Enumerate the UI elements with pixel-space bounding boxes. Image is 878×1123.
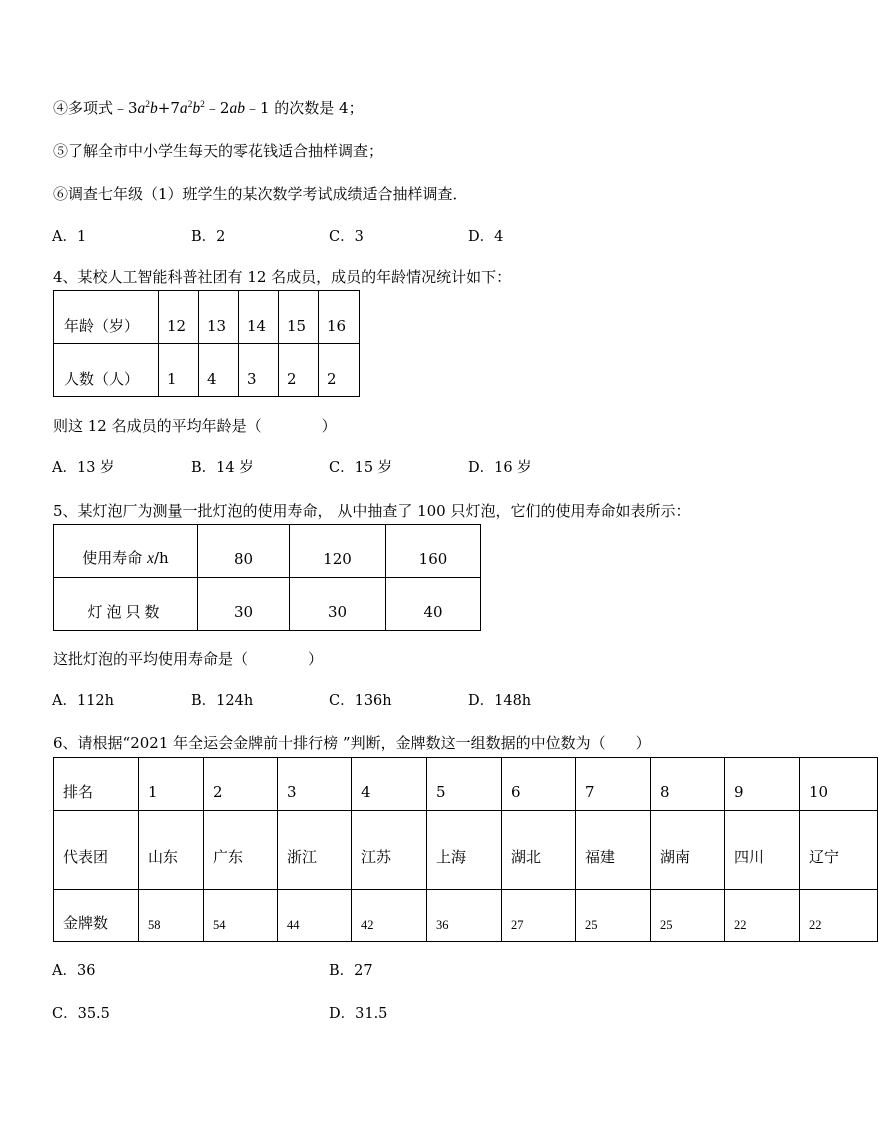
gold-cell: 54 (204, 890, 278, 942)
statement-5: ⑤了解全市中小学生每天的零花钱适合抽样调查； (53, 142, 384, 160)
bulb-count-cell: 30 (290, 578, 386, 631)
member-count-cell: 3 (239, 344, 279, 397)
age-cell: 12 (159, 291, 199, 344)
rank-cell: 4 (352, 758, 427, 811)
q3-option-b: B．2 (191, 229, 226, 245)
q5-option-c: C．136h (329, 693, 392, 709)
gold-cell: 44 (278, 890, 352, 942)
rank-cell: 1 (139, 758, 204, 811)
gold-row (54, 890, 878, 942)
team-cell: 湖北 (502, 811, 576, 890)
exponent: 2 (200, 100, 205, 110)
age-cell: 14 (239, 291, 279, 344)
gold-cell: 58 (139, 890, 204, 942)
gold-label: 金牌数 (54, 890, 139, 942)
q6-option-c: C．35.5 (52, 1006, 110, 1022)
age-statistics-table (53, 290, 360, 397)
rank-cell: 5 (427, 758, 502, 811)
team-cell: 江苏 (352, 811, 427, 890)
statement-4 (53, 98, 364, 121)
q5-prompt: 这批灯泡的平均使用寿命是（ ） (53, 650, 324, 668)
team-cell: 辽宁 (800, 811, 878, 890)
q4-prompt: 则这 12 名成员的平均年龄是（ ） (53, 417, 337, 435)
rank-row (54, 758, 878, 811)
statement-6: ⑥调查七年级（1）班学生的某次数学考试成绩适合抽样调查． (53, 185, 468, 203)
age-cell: 13 (199, 291, 239, 344)
age-row (54, 291, 360, 344)
q5-stem: 5、某灯泡厂为测量一批灯泡的使用寿命， 从中抽查了 100 只灯泡，它们的使用寿命如表所示： (53, 502, 691, 520)
rank-cell: 8 (651, 758, 725, 811)
variable-ab: ab (229, 100, 245, 117)
gold-cell: 22 (800, 890, 878, 942)
lifetime-cell: 160 (386, 525, 481, 578)
bulb-lifetime-table (53, 524, 481, 631)
variable-b: b (192, 100, 201, 117)
statement-4-prefix: ④多项式﹣3 (53, 99, 138, 117)
team-label: 代表团 (54, 811, 139, 890)
q6-option-d: D．31.5 (329, 1006, 388, 1022)
gold-cell: 22 (725, 890, 800, 942)
age-row-label: 年龄（岁） (54, 291, 159, 344)
variable-a: a (179, 100, 188, 117)
exponent: 2 (187, 100, 193, 110)
team-row (54, 811, 878, 890)
bulb-count-cell: 40 (386, 578, 481, 631)
polynomial-term: ﹣2 (204, 99, 230, 117)
q6-option-b: B．27 (329, 963, 373, 979)
team-cell: 山东 (139, 811, 204, 890)
age-cell: 16 (319, 291, 360, 344)
lifetime-cell: 80 (198, 525, 290, 578)
member-count-label: 人数（人） (54, 344, 159, 397)
gold-cell: 42 (352, 890, 427, 942)
polynomial-term: +7 (157, 99, 180, 117)
rank-label: 排名 (54, 758, 139, 811)
member-count-cell: 1 (159, 344, 199, 397)
q6-stem: 6、请根据“2021 年全运会金牌前十排行榜 ”判断，金牌数这一组数据的中位数为（ ） (53, 734, 651, 752)
q4-option-b: B．14 岁 (191, 460, 254, 476)
lifetime-unit: /h (153, 549, 169, 567)
gold-medal-table (53, 757, 878, 942)
bulb-count-cell: 30 (198, 578, 290, 631)
team-cell: 浙江 (278, 811, 352, 890)
q4-option-d: D．16 岁 (468, 460, 532, 476)
variable-x: x (147, 550, 154, 567)
team-cell: 湖南 (651, 811, 725, 890)
q3-option-d: D．4 (468, 229, 504, 245)
member-count-cell: 4 (199, 344, 239, 397)
statement-4-suffix: ﹣1 的次数是 4； (244, 99, 364, 117)
variable-b: b (150, 100, 158, 117)
member-count-cell: 2 (319, 344, 360, 397)
lifetime-label: 使用寿命 (82, 549, 148, 567)
rank-cell: 9 (725, 758, 800, 811)
rank-cell: 2 (204, 758, 278, 811)
lifetime-row (54, 525, 481, 578)
gold-cell: 25 (576, 890, 651, 942)
q4-option-c: C．15 岁 (329, 460, 393, 476)
q4-stem: 4、某校人工智能科普社团有 12 名成员，成员的年龄情况统计如下： (53, 268, 512, 286)
team-cell: 广东 (204, 811, 278, 890)
rank-cell: 10 (800, 758, 878, 811)
q3-option-a: A．1 (52, 229, 87, 245)
q5-option-d: D．148h (468, 693, 532, 709)
team-cell: 福建 (576, 811, 651, 890)
age-cell: 15 (279, 291, 319, 344)
exponent: 2 (145, 100, 151, 110)
rank-cell: 6 (502, 758, 576, 811)
bulb-count-row (54, 578, 481, 631)
q5-option-b: B．124h (191, 693, 254, 709)
variable-a: a (137, 100, 146, 117)
gold-cell: 27 (502, 890, 576, 942)
q5-option-a: A．112h (52, 693, 114, 709)
team-cell: 四川 (725, 811, 800, 890)
rank-cell: 7 (576, 758, 651, 811)
lifetime-cell: 120 (290, 525, 386, 578)
member-count-row (54, 344, 360, 397)
q4-option-a: A．13 岁 (52, 460, 115, 476)
bulb-count-label: 灯泡只数 (54, 578, 198, 631)
member-count-cell: 2 (279, 344, 319, 397)
gold-cell: 25 (651, 890, 725, 942)
q6-option-a: A．36 (52, 963, 96, 979)
lifetime-header-cell (54, 525, 198, 578)
q3-option-c: C．3 (329, 229, 364, 245)
rank-cell: 3 (278, 758, 352, 811)
team-cell: 上海 (427, 811, 502, 890)
gold-cell: 36 (427, 890, 502, 942)
